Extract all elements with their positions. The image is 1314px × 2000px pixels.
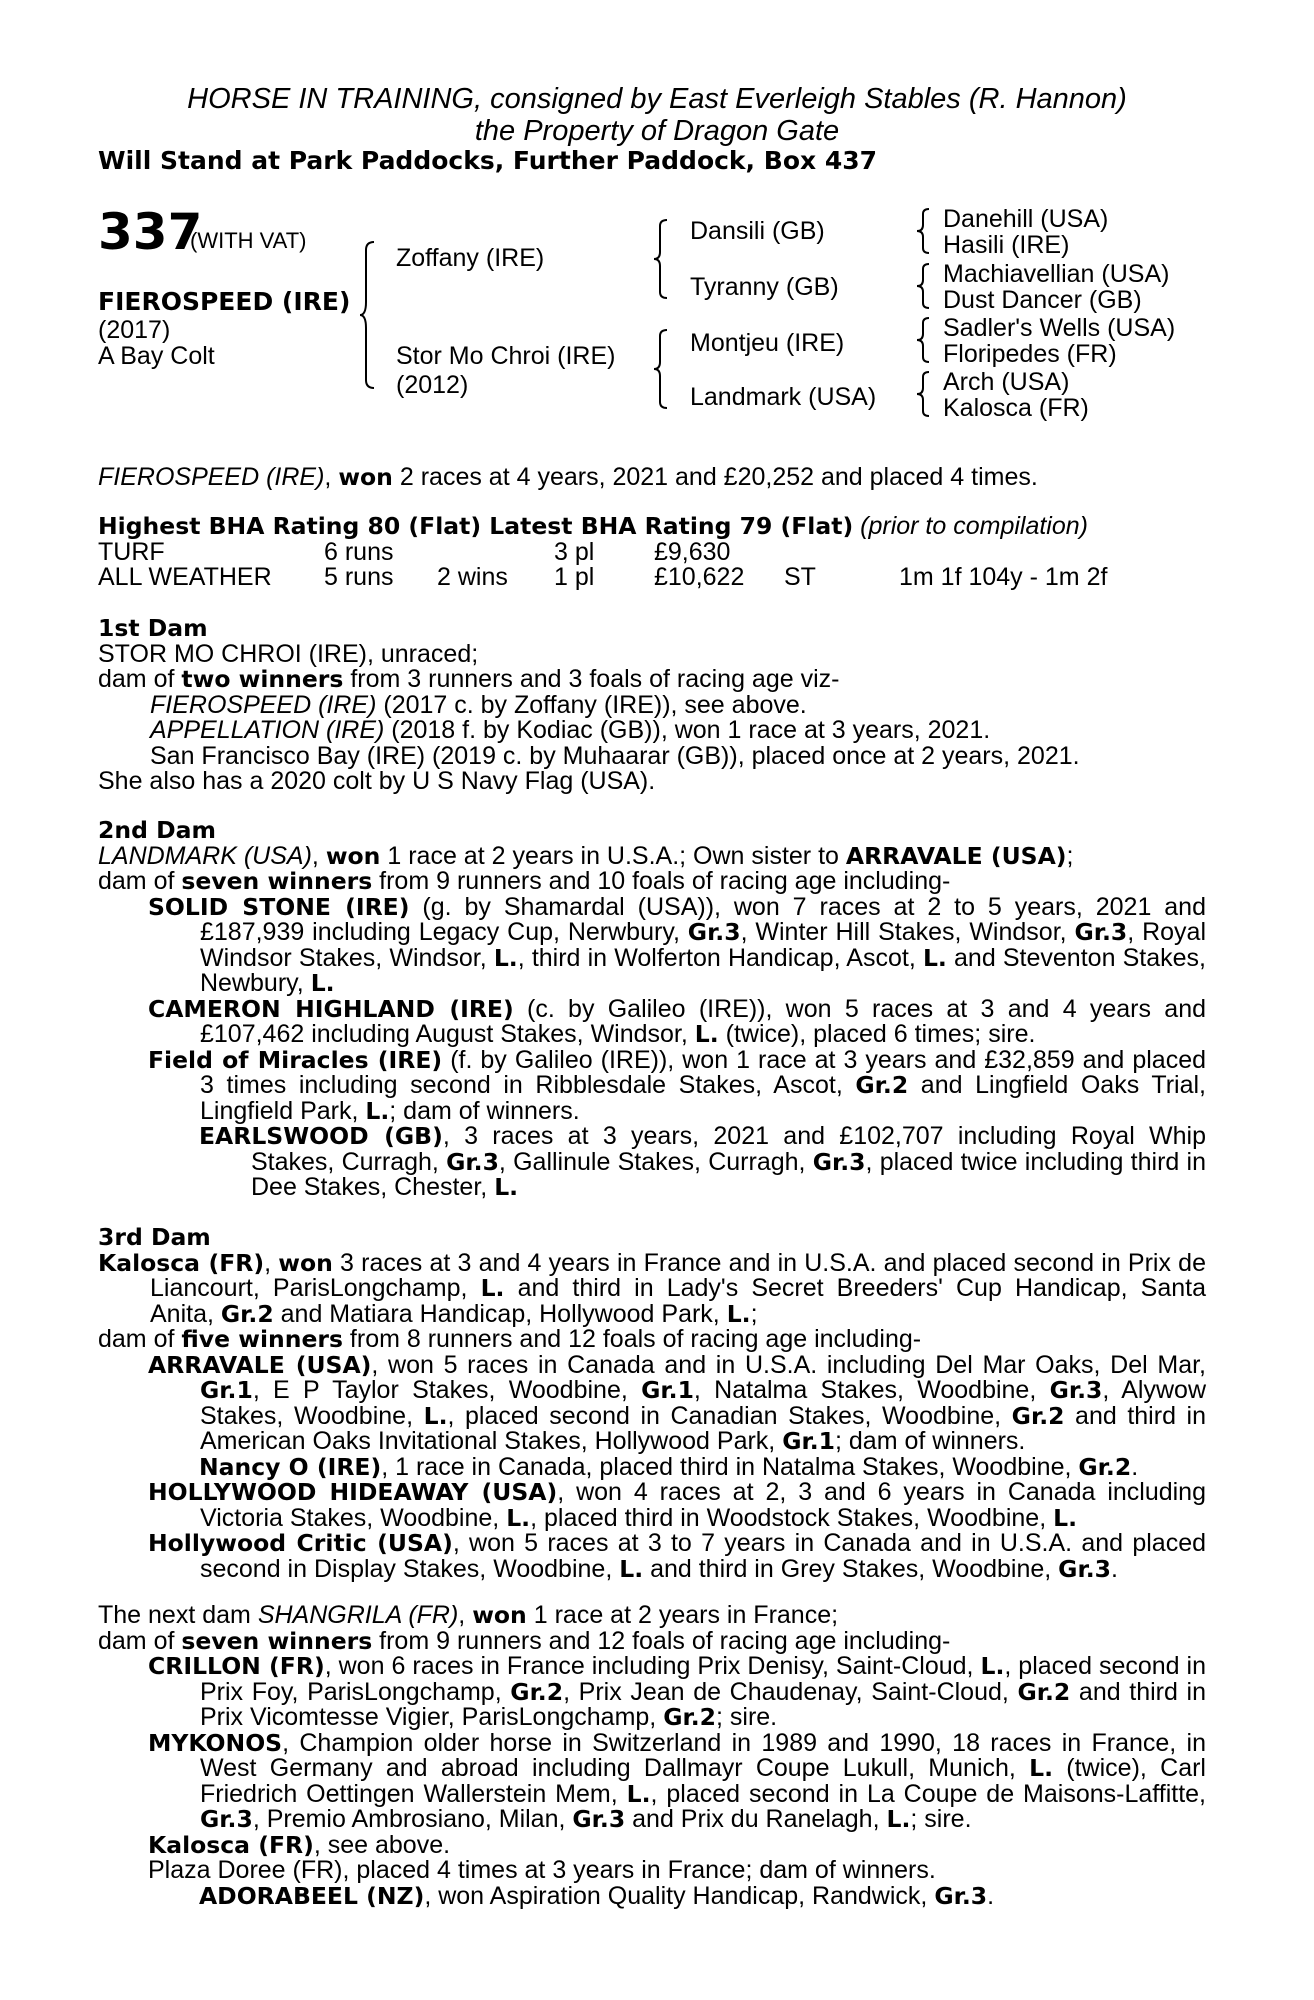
granddam-dam: Landmark (USA) [690, 383, 877, 411]
landmark-bracket [916, 370, 932, 418]
t: The next dam [98, 1601, 258, 1629]
grade: Gr.2 [1078, 1452, 1132, 1481]
foaling-year: (2017) [98, 316, 171, 344]
perf-surface: TURF [98, 538, 165, 566]
progeny-plaza-doree: Plaza Doree (FR), placed 4 times at 3 years in France; dam of winners. [148, 1856, 936, 1884]
listed: L. [980, 1652, 1005, 1680]
t: , Natalma Stakes, Woodbine, [693, 1376, 1050, 1404]
grandsire-sire: Dansili (GB) [690, 217, 825, 245]
progeny-name: CAMERON HIGHLAND (IRE) [148, 994, 514, 1023]
third-dam-heading: 3rd Dam [98, 1223, 211, 1251]
listed: L. [726, 1299, 751, 1328]
summary-won: won [338, 463, 393, 491]
listed: L. [494, 1173, 519, 1201]
listed: L. [886, 1805, 911, 1833]
perf-distance [899, 540, 1107, 565]
t: and third in American Oaks Invitational Stakes, Hollywood Park, [200, 1401, 1206, 1455]
progeny-name: CRILLON (FR) [148, 1652, 325, 1680]
progeny-kalosca [98, 1830, 1206, 1859]
rating-line [98, 514, 1206, 540]
ggp-7: Arch (USA) [943, 368, 1070, 396]
t: (g. by Shamardal (USA)), won 7 races at 2 to 5 years, 2021 and £187,939 including Legacy Cup, Nerwbury, [200, 892, 1206, 946]
progeny-hollywood-critic [98, 1531, 1206, 1582]
listed: L. [310, 969, 335, 997]
dam-name: LANDMARK (USA) [98, 841, 312, 870]
first-dam-section [98, 616, 1206, 795]
ggp-6: Floripedes (FR) [943, 340, 1117, 368]
ggp-3: Machiavellian (USA) [943, 260, 1170, 288]
listed: L. [694, 1020, 719, 1048]
grandsire-dam: Montjeu (IRE) [690, 329, 845, 357]
perf-going [784, 540, 899, 565]
winners-count: seven winners [181, 1626, 373, 1655]
perf-runs: 6 runs [324, 538, 394, 566]
listed: L. [423, 1401, 448, 1430]
progeny-name: SOLID STONE (IRE) [148, 892, 410, 921]
t: ; dam of winners. [389, 1096, 580, 1125]
text: from 8 runners and 12 foals of racing age including- [342, 1325, 922, 1353]
progeny-name: ADORABEEL (NZ) [199, 1881, 425, 1910]
progeny-name: Hollywood Critic (USA) [148, 1529, 453, 1557]
t: , Royal Windsor Stakes, Windsor, [200, 918, 1206, 972]
t: , placed second in Canadian Stakes, Woodbine, [447, 1401, 1012, 1430]
perf-distance: 1m 1f 104y - 1m 2f [899, 563, 1108, 591]
t: . [1131, 1452, 1139, 1481]
winners-count: seven winners [181, 867, 373, 895]
text: dam of [98, 665, 182, 693]
t: , Alywow Stakes, Woodbine, [200, 1376, 1206, 1430]
t: and third in Lady's Secret Breeders' Cup Handicap, Santa Anita, [150, 1274, 1206, 1328]
t: (f. by Galileo (IRE)), won 1 race at 3 years and £32,859 and placed 3 times including second in Ribblesdale Stakes, Ascot, [200, 1045, 1206, 1099]
text: dam of [98, 1626, 182, 1655]
progeny-crillon [98, 1654, 1206, 1731]
progeny-name: Field of Miracles (IRE) [148, 1045, 443, 1074]
listed: L. [626, 1779, 651, 1808]
first-dam-note: She also has a 2020 colt by U S Navy Flag (USA). [98, 767, 656, 795]
t: 3 races at 3 and 4 years in France and in U.S.A. and placed second in Prix de Liancourt, ParisLongchamp, [150, 1248, 1206, 1302]
progeny-arravale [98, 1350, 1206, 1455]
horse-description: A Bay Colt [98, 342, 215, 370]
progeny-name: EARLSWOOD (GB) [199, 1122, 443, 1150]
grade: Gr.2 [1017, 1677, 1071, 1706]
lot-number: 337 [98, 203, 203, 261]
t: , [458, 1601, 473, 1629]
grade: Gr.3 [687, 918, 741, 946]
listed: L. [619, 1554, 644, 1583]
grade: Gr.1 [782, 1427, 836, 1455]
progeny-detail: (2018 f. by Kodiac (GB)), won 1 race at 3 years, 2021. [384, 716, 991, 744]
second-dam-section [98, 818, 1206, 1201]
vat-note: (WITH VAT) [190, 228, 307, 253]
progeny-nancy-o [98, 1452, 1206, 1481]
sire-dam-bracket [360, 240, 380, 390]
next-dam-section [98, 1603, 1206, 1909]
won: won [472, 1601, 527, 1629]
listed: L. [493, 943, 518, 972]
dam-name: Kalosca (FR) [98, 1248, 265, 1277]
t: , 1 race in Canada, placed third in Natalma Stakes, Woodbine, [381, 1452, 1079, 1481]
t: , won 4 races at 2, 3 and 6 years in Canada including Victoria Stakes, Woodbine, [200, 1478, 1206, 1532]
t: , Champion older horse in Switzerland in 1989 and 1990, 18 races in France, in West Germany and abroad including Dallmayr Coupe Lukull, Munich, [200, 1728, 1206, 1782]
listed: L. [506, 1503, 531, 1532]
grade: Gr.3 [812, 1147, 866, 1176]
t: , Premio Ambrosiano, Milan, [252, 1805, 573, 1833]
progeny-hollywood-hideaway [98, 1480, 1206, 1531]
grade: Gr.3 [200, 1805, 253, 1833]
second-dam-heading: 2nd Dam [98, 816, 216, 844]
performance-row-aw [98, 565, 1107, 590]
t: , third in Wolferton Handicap, Ascot, [517, 943, 923, 972]
t: , placed third in Woodstock Stakes, Woodbine, [530, 1503, 1054, 1532]
text: ; [1066, 841, 1074, 870]
rating-text: Highest BHA Rating 80 (Flat) Latest BHA Rating 79 (Flat) [98, 512, 854, 540]
first-dam-heading: 1st Dam [98, 614, 208, 642]
performance-table [98, 540, 1107, 590]
t: and Lingfield Oaks Trial, Lingfield Park, [200, 1071, 1206, 1125]
grade: Gr.2 [1011, 1401, 1065, 1430]
perf-wins [437, 540, 554, 565]
t: , see above. [313, 1830, 451, 1859]
t: (twice), Carl Friedrich Oettingen Wallerstein Mem, [200, 1754, 1206, 1808]
consignor-line: HORSE IN TRAINING, consigned by East Everleigh Stables (R. Hannon) [187, 83, 1127, 115]
perf-prize: £10,622 [654, 563, 745, 591]
grade: Gr.3 [1049, 1376, 1103, 1404]
grade: Gr.3 [934, 1881, 988, 1910]
progeny-line: San Francisco Bay (IRE) (2019 c. by Muhaarar (GB)), placed once at 2 years, 2021. [150, 741, 1080, 770]
property-line: the Property of Dragon Gate [474, 115, 840, 147]
t: , [264, 1248, 279, 1277]
ggp-2: Hasili (IRE) [943, 231, 1070, 259]
t: , placed twice including third in Dee Stakes, Chester, [251, 1147, 1207, 1201]
winners-count: five winners [181, 1325, 343, 1353]
t: and Prix du Ranelagh, [625, 1805, 887, 1833]
grade: Gr.3 [1058, 1554, 1111, 1583]
progeny-name: MYKONOS [148, 1728, 283, 1757]
performance-row-turf [98, 540, 1107, 565]
text: from 9 runners and 12 foals of racing age including- [372, 1626, 951, 1655]
t: , E P Taylor Stakes, Woodbine, [252, 1376, 642, 1404]
ggp-4: Dust Dancer (GB) [943, 286, 1142, 314]
t: , Gallinule Stakes, Curragh, [498, 1147, 813, 1176]
t: (c. by Galileo (IRE)), won 5 races at 3 and 4 years and £107,462 including August Stakes, Windsor, [200, 994, 1206, 1048]
grade: Gr.1 [641, 1376, 694, 1404]
t: and Matiara Handicap, Hollywood Park, [273, 1299, 727, 1328]
t: ; [750, 1299, 758, 1328]
t: and third in Grey Stakes, Woodbine, [643, 1554, 1059, 1583]
progeny-cameron-highland [98, 994, 1206, 1048]
sire-name: Zoffany (IRE) [396, 244, 545, 272]
grade: Gr.1 [200, 1376, 253, 1404]
sire-line-bracket [653, 218, 671, 300]
grade: Gr.2 [220, 1299, 274, 1328]
summary-horse-name: FIEROSPEED (IRE) [98, 463, 325, 491]
horse-name: FIEROSPEED (IRE) [98, 287, 351, 316]
grade: Gr.2 [855, 1071, 909, 1099]
t: , placed second in La Coupe de Maisons-Laffitte, [650, 1779, 1206, 1808]
grade: Gr.2 [510, 1677, 564, 1706]
perf-runs: 5 runs [324, 563, 394, 591]
listed: L. [922, 943, 947, 972]
text: from 3 runners and 3 foals of racing age viz- [343, 665, 840, 693]
granddam-sire: Tyranny (GB) [690, 273, 839, 301]
perf-places: 1 pl [554, 563, 595, 591]
ggp-1: Danehill (USA) [943, 205, 1109, 233]
progeny-name: ARRAVALE (USA) [148, 1350, 372, 1379]
progeny-name: HOLLYWOOD HIDEAWAY (USA) [148, 1478, 558, 1506]
grade: Gr.3 [446, 1147, 499, 1176]
t: , 3 races at 3 years, 2021 and £102,707 including Royal Whip Stakes, Curragh, [251, 1122, 1206, 1176]
rating-note: (prior to compilation) [860, 512, 1088, 540]
third-dam-record [98, 1248, 1206, 1328]
progeny-name: Nancy O (IRE) [199, 1452, 382, 1481]
t: , Winter Hill Stakes, Windsor, [740, 918, 1075, 946]
ggp-5: Sadler's Wells (USA) [943, 314, 1176, 342]
progeny-detail: (2017 c. by Zoffany (IRE)), see above. [376, 690, 807, 719]
text: , [311, 841, 326, 870]
stand-location: Will Stand at Park Paddocks, Further Paddock, Box 437 [98, 146, 878, 175]
dam-line-bracket [653, 328, 671, 410]
t: , won 6 races in France including Prix Denisy, Saint-Cloud, [324, 1652, 981, 1680]
perf-going: ST [784, 563, 816, 591]
tyranny-bracket [916, 262, 932, 310]
progeny-mykonos [98, 1728, 1206, 1833]
t: . [987, 1881, 995, 1910]
perf-places: 3 pl [554, 538, 595, 566]
first-dam-line: STOR MO CHROI (IRE), unraced; [98, 639, 479, 668]
dam-year: (2012) [396, 371, 469, 399]
t: , Prix Jean de Chaudenay, Saint-Cloud, [563, 1677, 1018, 1706]
progeny-adorabeel [98, 1881, 1206, 1910]
t: , placed second in Prix Foy, ParisLongchamp, [200, 1652, 1207, 1706]
t: 1 race at 2 years in France; [526, 1601, 839, 1629]
sister-name: ARRAVALE (USA) [845, 841, 1067, 870]
won: won [278, 1248, 333, 1277]
third-dam-section [98, 1225, 1206, 1582]
listed: L. [480, 1274, 505, 1302]
t: , won 5 races in Canada and in U.S.A. including Del Mar Oaks, Del Mar, [371, 1350, 1206, 1379]
progeny-solid-stone [98, 892, 1207, 997]
grade: Gr.3 [572, 1805, 626, 1833]
progeny-field-of-miracles [98, 1045, 1206, 1125]
text: dam of [98, 867, 182, 895]
listed: L. [1053, 1503, 1077, 1532]
perf-prize: £9,630 [654, 538, 731, 566]
t: ; dam of winners. [835, 1427, 1026, 1455]
text: 1 race at 2 years in U.S.A.; Own sister to [380, 841, 846, 870]
dansili-bracket [916, 207, 932, 255]
t: (twice), placed 6 times; sire. [718, 1020, 1036, 1048]
montjeu-bracket [916, 316, 932, 364]
grade: Gr.2 [663, 1703, 716, 1731]
t: , won Aspiration Quality Handicap, Randwick, [424, 1881, 935, 1910]
perf-wins: 2 wins [437, 563, 508, 591]
perf-surface: ALL WEATHER [98, 563, 272, 591]
t: ; sire. [910, 1805, 972, 1833]
race-summary: FIEROSPEED (IRE), won 2 races at 4 years, 2021 and £20,252 and placed 4 times. [98, 463, 1038, 491]
ggp-8: Kalosca (FR) [943, 394, 1089, 422]
text: dam of [98, 1325, 182, 1353]
t: , won 5 races at 3 to 7 years in Canada and in U.S.A. and placed second in Display Stakes, Woodbine, [200, 1529, 1206, 1583]
listed: L. [365, 1096, 390, 1125]
text: from 9 runners and 10 foals of racing age including- [372, 867, 951, 895]
t: . [1110, 1554, 1118, 1583]
t: and third in Prix Vicomtesse Vigier, ParisLongchamp, [200, 1677, 1206, 1731]
listed: L. [1029, 1754, 1054, 1782]
t: and Steventon Stakes, Newbury, [200, 943, 1207, 997]
progeny-earlswood [98, 1124, 1206, 1201]
progeny-name: FIEROSPEED (IRE) [150, 690, 377, 719]
dam-name: Stor Mo Chroi (IRE) [396, 342, 616, 370]
won: won [325, 841, 381, 870]
winners-count: two winners [181, 665, 344, 693]
grade: Gr.3 [1074, 918, 1128, 946]
summary-text: 2 races at 4 years, 2021 and £20,252 and placed 4 times. [392, 463, 1038, 491]
t: ; sire. [716, 1703, 778, 1731]
dam-name: SHANGRILA (FR) [257, 1601, 459, 1629]
progeny-name: APPELLATION (IRE) [150, 716, 385, 744]
progeny-name: Kalosca (FR) [148, 1830, 314, 1859]
